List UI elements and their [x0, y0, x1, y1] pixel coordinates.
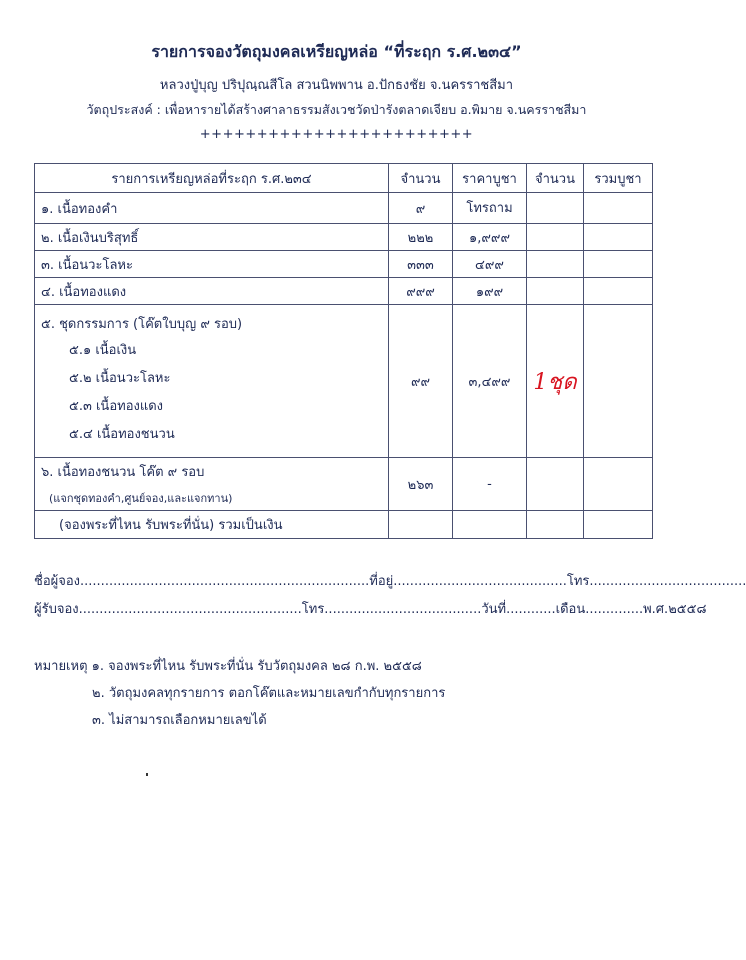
item-price: ๔๙๙ — [453, 251, 527, 278]
order-total-cell[interactable] — [584, 251, 653, 278]
monk-line: หลวงปู่บุญ ปริปุณฺณสีโล สวนนิพพาน อ.ปักธงชัย จ.นครราชสีมา — [159, 78, 514, 93]
booker-info-line[interactable]: ชื่อผู้จอง......................................................................ที่อยู่..........................................โทร...................................... — [34, 574, 746, 589]
order-total-cell[interactable] — [584, 193, 653, 224]
order-total-cell[interactable] — [584, 305, 653, 458]
item-price: ๓,๔๙๙ — [453, 305, 527, 458]
item-name: ๓. เนื้อนวะโลหะ — [35, 251, 389, 278]
note-line: ๒. วัตถุมงคลทุกรายการ ตอกโค๊ตและหมายเลขกำกับทุกรายการ — [92, 686, 446, 701]
item-price: ๑๙๙ — [453, 278, 527, 305]
total-row — [35, 511, 653, 539]
item-name: ๒. เนื้อเงินบริสุทธิ์ — [35, 224, 389, 251]
handwritten-order-quantity[interactable]: 1ชุด — [527, 305, 584, 458]
committee-subitem: ๕.๑ เนื้อเงิน — [69, 343, 137, 358]
total-label: (จองพระที่ไหน รับพระที่นั่น) รวมเป็นเงิน — [35, 511, 389, 539]
item-note: (แจกชุดทองคำ,ศูนย์จอง,และแจกทาน) — [49, 492, 233, 505]
item-name: ๑. เนื้อทองคำ — [35, 193, 389, 224]
note-line: ๓. ไม่สามารถเลือกหมายเลขได้ — [92, 713, 267, 728]
table-row — [35, 224, 653, 251]
total-price-cell[interactable] — [453, 511, 527, 539]
note-line: หมายเหตุ ๑. จองพระที่ไหน รับพระที่นั่น รับวัตถุมงคล ๒๘ ก.พ. ๒๕๕๘ — [34, 659, 422, 674]
item-name: ๔. เนื้อทองแดง — [35, 278, 389, 305]
total-quantity-cell[interactable] — [389, 511, 453, 539]
order-quantity-cell[interactable] — [527, 251, 584, 278]
receiver-info-line[interactable]: ผู้รับจอง......................................................โทร......................................วันที่............เดือน..............พ.ศ.๒๕๕๘ — [34, 602, 707, 617]
item-quantity: ๒๖๓ — [389, 458, 453, 511]
order-quantity-cell[interactable] — [527, 278, 584, 305]
order-table — [34, 163, 653, 539]
table-row — [35, 251, 653, 278]
header-price: ราคาบูชา — [453, 164, 527, 193]
purpose-line: วัตถุประสงค์ : เพื่อหารายได้สร้างศาลาธรรมสังเวชวัดป่ารังตลาดเจียบ อ.พิมาย จ.นครราชสีมา — [86, 102, 587, 117]
table-row — [35, 193, 653, 224]
table-header-row — [35, 164, 653, 193]
order-quantity-cell[interactable] — [527, 458, 584, 511]
stray-mark — [146, 773, 148, 776]
table-row — [35, 278, 653, 305]
order-total-cell[interactable] — [584, 278, 653, 305]
item-quantity: ๙ — [389, 193, 453, 224]
order-total-cell[interactable] — [584, 458, 653, 511]
header-item: รายการเหรียญหล่อที่ระฤก ร.ศ.๒๓๔ — [35, 164, 389, 193]
item-quantity: ๙๙๙ — [389, 278, 453, 305]
document-title: รายการจองวัตถุมงคลเหรียญหล่อ “ที่ระฤก ร.ศ.๒๓๔” — [151, 42, 522, 61]
committee-set-title: ๕. ชุดกรรมการ (โค๊ตใบบุญ ๙ รอบ) — [41, 317, 243, 332]
order-quantity-cell[interactable] — [527, 193, 584, 224]
order-total-cell[interactable] — [584, 224, 653, 251]
committee-subitem: ๕.๔ เนื้อทองชนวน — [69, 427, 175, 442]
item-price: โทรถาม — [453, 193, 527, 224]
item-quantity: ๙๙ — [389, 305, 453, 458]
total-order-quantity-cell[interactable] — [527, 511, 584, 539]
order-quantity-cell[interactable] — [527, 224, 584, 251]
header-total: รวมบูชา — [584, 164, 653, 193]
item-price: ๑,๙๙๙ — [453, 224, 527, 251]
item-name: ๖. เนื้อทองชนวน โค๊ต ๙ รอบ — [41, 465, 205, 480]
committee-set-item — [35, 305, 389, 458]
item-price: - — [453, 458, 527, 511]
grand-total-cell[interactable] — [584, 511, 653, 539]
committee-subitem: ๕.๓ เนื้อทองแดง — [69, 399, 164, 414]
committee-set-row — [35, 305, 653, 458]
separator-line: ++++++++++++++++++++++++ — [199, 127, 474, 142]
header-quantity: จำนวน — [389, 164, 453, 193]
committee-subitem: ๕.๒ เนื้อนวะโลหะ — [69, 371, 171, 386]
header-order-quantity: จำนวน — [527, 164, 584, 193]
item-name-cell — [35, 458, 389, 511]
item-quantity: ๓๓๓ — [389, 251, 453, 278]
item-quantity: ๒๒๒ — [389, 224, 453, 251]
table-row — [35, 458, 653, 511]
